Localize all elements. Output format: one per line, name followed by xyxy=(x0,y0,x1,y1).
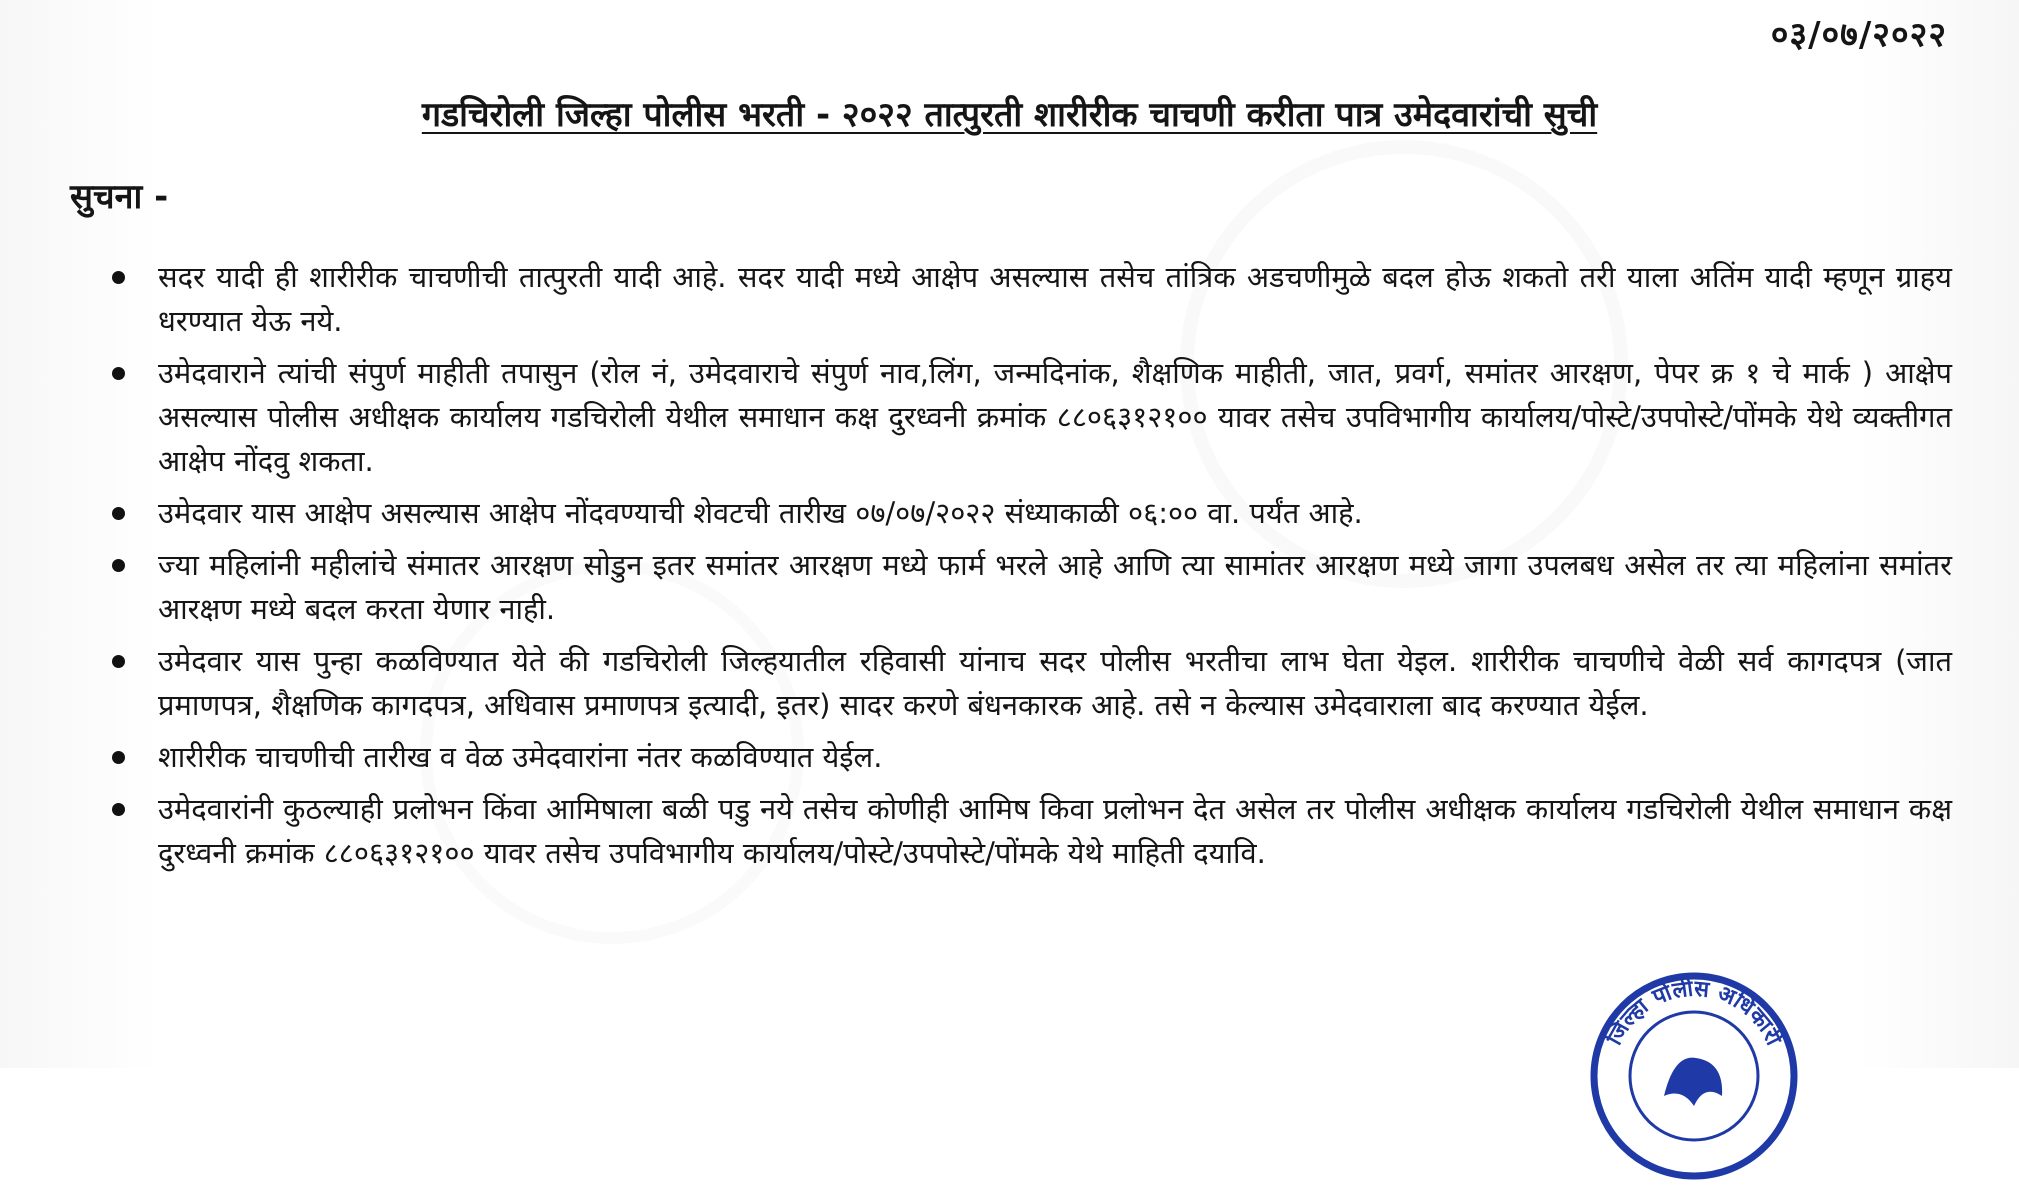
bullet-icon xyxy=(112,507,125,520)
notice-list xyxy=(112,255,1952,883)
notice-heading: सुचना - xyxy=(70,177,169,217)
bullet-icon xyxy=(112,367,125,380)
bullet-icon xyxy=(112,751,125,764)
notice-item xyxy=(112,543,1952,631)
notice-item xyxy=(112,255,1952,343)
notice-item xyxy=(112,639,1952,727)
notice-item xyxy=(112,351,1952,483)
notice-text: उमेदवार यास पुन्हा कळविण्यात येते की गडचिरोली जिल्हयातील रहिवासी यांनाच सदर पोलीस भरतीचा लाभ घेता येइल. शारीरीक चाचणीचे वेळी सर्व कागदपत्र (जात प्रमाणपत्र, शैक्षणिक कागदपत्र, अधिवास प्रमाणपत्र इत्यादी, इतर) सादर करणे बंधनकारक आहे. तसे न केल्यास उमेदवाराला बाद करण्यात येईल. xyxy=(158,644,1952,722)
notice-text: उमेदवार यास आक्षेप असल्यास आक्षेप नोंदवण्याची शेवटची तारीख ०७/०७/२०२२ संध्याकाळी ०६:०० वा. पर्यंत आहे. xyxy=(158,496,1363,530)
notice-item xyxy=(112,735,1952,779)
notice-text: उमेदवाराने त्यांची संपुर्ण माहीती तपासुन (रोल नं, उमेदवाराचे संपुर्ण नाव,लिंग, जन्मदिनांक, शैक्षणिक माहीती, जात, प्रवर्ग, समांतर आरक्षण, पेपर क्र १ चे मार्क ) आक्षेप असल्यास पोलीस अधीक्षक कार्यालय गडचिरोली येथील समाधान कक्ष दुरध्वनी क्रमांक ८८०६३१२१०० यावर तसेच उपविभागीय कार्यालय/पोस्टे/उपपोस्टे/पोंमके येथे व्यक्तीगत आक्षेप नोंदवु शकता. xyxy=(158,356,1952,478)
notice-text: शारीरीक चाचणीची तारीख व वेळ उमेदवारांना नंतर कळविण्यात येईल. xyxy=(158,740,883,774)
bullet-icon xyxy=(112,803,125,816)
document-title: गडचिरोली जिल्हा पोलीस भरती - २०२२ तात्पुरती शारीरीक चाचणी करीता पात्र उमेदवारांची सुची xyxy=(421,95,1598,135)
notice-text: उमेदवारांनी कुठल्याही प्रलोभन किंवा आमिषाला बळी पडु नये तसेच कोणीही आमिष किवा प्रलोभन देत असेल तर पोलीस अधीक्षक कार्यालय गडचिरोली येथील समाधान कक्ष दुरध्वनी क्रमांक ८८०६३१२१०० यावर तसेच उपविभागीय कार्यालय/पोस्टे/उपपोस्टे/पोंमके येथे माहिती दयावि. xyxy=(158,792,1952,870)
bullet-icon xyxy=(112,559,125,572)
seal-emblem xyxy=(1664,1058,1722,1106)
notice-item xyxy=(112,787,1952,875)
notice-item xyxy=(112,491,1952,535)
bullet-icon xyxy=(112,271,125,284)
police-seal-icon xyxy=(1584,966,1804,1186)
seal-text: जिल्हा पोलीस अधिकारी xyxy=(1602,976,1786,1050)
notice-text: ज्या महिलांनी महीलांचे संमातर आरक्षण सोडुन इतर समांतर आरक्षण मध्ये फार्म भरले आहे आणि त्या सामांतर आरक्षण मध्ये जागा उपलबध असेल तर त्या महिलांना समांतर आरक्षण मध्ये बदल करता येणार नाही. xyxy=(158,548,1952,626)
bullet-icon xyxy=(112,655,125,668)
notice-text: सदर यादी ही शारीरीक चाचणीची तात्पुरती यादी आहे. सदर यादी मध्ये आक्षेप असल्यास तसेच तांत्रिक अडचणीमुळे बदल होऊ शकतो तरी याला अतिंम यादी म्हणून ग्राहय धरण्यात येऊ नये. xyxy=(158,260,1952,338)
document-date: ०३/०७/२०२२ xyxy=(1770,15,1947,55)
document-title-container xyxy=(0,90,2019,136)
